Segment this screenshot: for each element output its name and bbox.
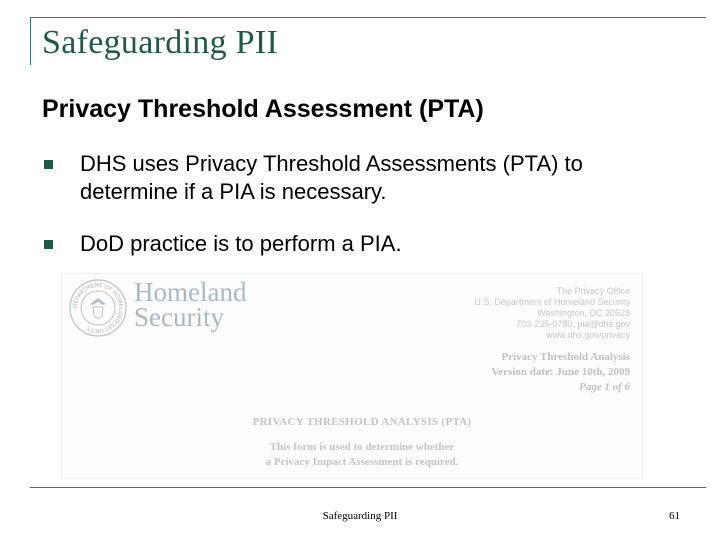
footer-text: Safeguarding PII — [322, 510, 398, 522]
page-number: 61 — [669, 510, 680, 522]
address-line: Washington, DC 20528 — [537, 308, 630, 318]
dhs-seal-icon — [68, 278, 128, 338]
brand-line: Homeland — [134, 277, 247, 307]
square-bullet-icon — [44, 240, 53, 249]
bullet-text: DHS uses Privacy Threshold Assessments (PTA) to determine if a PIA is necessary. — [80, 151, 583, 204]
analysis-header — [491, 350, 630, 395]
bullet-item — [44, 150, 660, 206]
slide-subtitle: Privacy Threshold Assessment (PTA) — [42, 95, 484, 123]
square-bullet-icon — [44, 160, 53, 169]
bullet-text: DoD practice is to perform a PIA. — [80, 231, 402, 256]
form-description-block — [62, 416, 642, 470]
homeland-security-wordmark — [134, 277, 247, 332]
address-line: 703-235-0780, pia@dhs.gov — [516, 319, 630, 329]
address-line: The Privacy Office — [556, 286, 630, 296]
address-line: U.S. Department of Homeland Security — [474, 297, 630, 307]
form-heading: PRIVACY THRESHOLD ANALYSIS (PTA) — [252, 416, 472, 428]
title-frame-top-rule — [30, 17, 706, 18]
analysis-title: Privacy Threshold Analysis — [501, 351, 630, 363]
page-info: Page 1 of 6 — [578, 381, 630, 393]
form-description — [82, 440, 642, 470]
address-line: www.dhs.gov/privacy — [545, 330, 630, 340]
version-date: Version date: June 10th, 2009 — [491, 366, 630, 378]
form-description-line: a Privacy Impact Assessment is required. — [265, 456, 459, 468]
pta-document-image — [61, 273, 643, 479]
brand-line: Security — [134, 302, 224, 332]
title-frame-left-rule — [30, 17, 31, 65]
form-description-line: This form is used to determine whether — [269, 441, 455, 453]
bullet-item — [44, 230, 660, 258]
privacy-office-address — [474, 286, 630, 341]
footer-rule — [30, 487, 706, 488]
slide-title: Safeguarding PII — [42, 24, 279, 61]
seal-text: DEPARTMENT OF HOMELAND SECURITY — [72, 282, 124, 334]
